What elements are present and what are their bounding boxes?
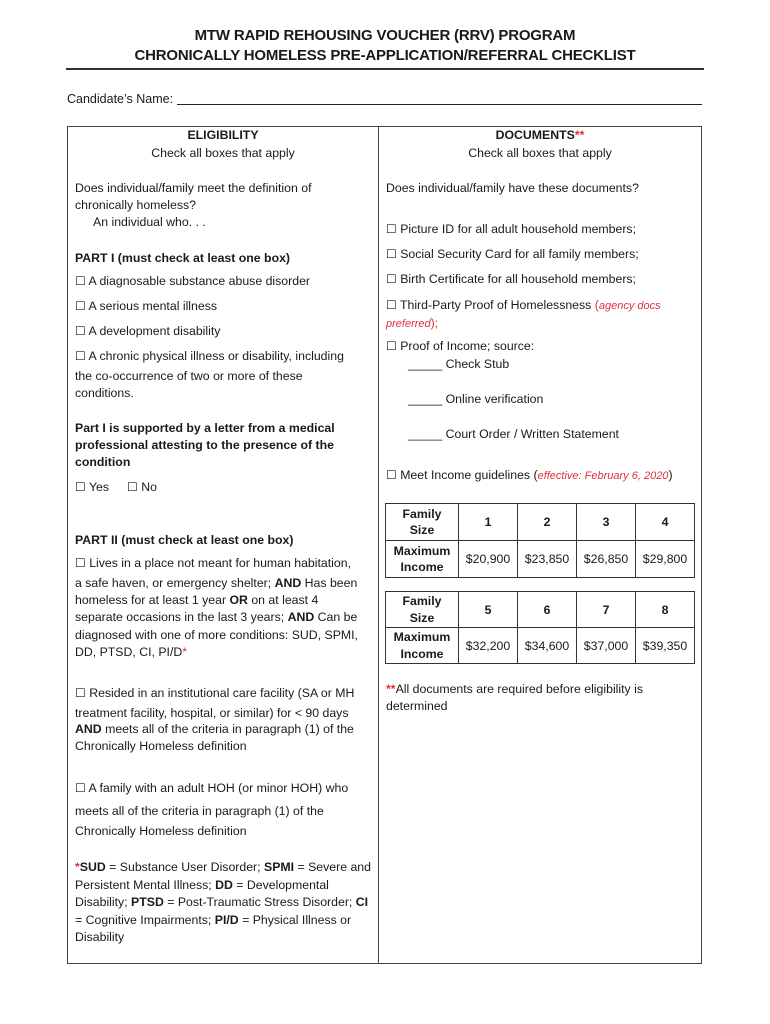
no-checkbox[interactable] bbox=[127, 479, 157, 497]
checkbox-icon[interactable]: ☐ bbox=[386, 339, 397, 353]
title-rule bbox=[66, 68, 704, 70]
abbreviations-footnote: Disability bbox=[75, 930, 125, 944]
maximum-income-header: Maximum Income bbox=[386, 541, 459, 578]
checkbox-label: No bbox=[141, 480, 157, 494]
checkbox-icon[interactable]: ☐ bbox=[75, 480, 86, 494]
institutional-care-text: Chronically Homeless definition bbox=[75, 739, 247, 753]
checkbox-label: Meet Income guidelines ( bbox=[400, 468, 538, 482]
support-letter-note: condition bbox=[75, 455, 131, 469]
family-size-cell: 4 bbox=[636, 504, 695, 541]
family-size-cell: 3 bbox=[577, 504, 636, 541]
max-income-cell: $39,350 bbox=[636, 628, 695, 664]
max-income-cell: $29,800 bbox=[636, 541, 695, 578]
support-letter-note: Part I is supported by a letter from a medical bbox=[75, 421, 335, 435]
checkbox-icon[interactable]: ☐ bbox=[386, 272, 397, 286]
checkbox-icon[interactable]: ☐ bbox=[75, 324, 86, 338]
lives-unsheltered-text: diagnosed with one of more conditions: SUD, SPMI, bbox=[75, 628, 358, 642]
income-guidelines-checkbox[interactable]: ☐ Meet Income guidelines (effective: February 6, 2020) bbox=[386, 468, 673, 482]
checkbox-label: Third-Party Proof of Homelessness bbox=[399, 298, 595, 312]
checkbox-label: A chronic physical illness or disability, including bbox=[88, 349, 344, 363]
income-source-online[interactable]: _____ Online verification bbox=[408, 392, 544, 406]
documents-required-note: determined bbox=[386, 699, 448, 713]
max-income-cell: $37,000 bbox=[577, 628, 636, 664]
family-size-header: Family Size bbox=[386, 592, 459, 628]
eligibility-question-line: An individual who. . . bbox=[93, 215, 206, 229]
institutional-care-checkbox[interactable] bbox=[75, 685, 354, 703]
part1-heading: PART I (must check at least one box) bbox=[75, 251, 291, 265]
eligibility-question-line: Does individual/family meet the definition of bbox=[75, 181, 312, 195]
checkbox-label: Picture ID for all adult household members; bbox=[400, 222, 636, 236]
checkbox-label: A development disability bbox=[88, 324, 221, 338]
documents-required-note: **All documents are required before eligibility is bbox=[386, 682, 644, 696]
eligibility-subheading: Check all boxes that apply bbox=[151, 146, 295, 160]
checkbox-icon[interactable]: ☐ bbox=[75, 349, 86, 363]
birth-certificate-checkbox[interactable] bbox=[386, 271, 636, 289]
candidate-name-field[interactable] bbox=[177, 104, 702, 105]
checkbox-label: Social Security Card for all family members; bbox=[400, 247, 639, 261]
income-source-court-order[interactable]: _____ Court Order / Written Statement bbox=[408, 427, 619, 441]
checkbox-label: Yes bbox=[88, 480, 110, 494]
family-size-cell: 6 bbox=[518, 592, 577, 628]
checkbox-icon[interactable]: ☐ bbox=[75, 781, 86, 795]
picture-id-checkbox[interactable] bbox=[386, 221, 636, 239]
checkbox-label: A diagnosable substance abuse disorder bbox=[88, 274, 311, 288]
family-size-cell: 7 bbox=[577, 592, 636, 628]
income-source-check-stub[interactable]: _____ Check Stub bbox=[408, 357, 510, 371]
documents-subheading: Check all boxes that apply bbox=[468, 146, 612, 160]
checkbox-icon[interactable]: ☐ bbox=[75, 299, 86, 313]
family-hoh-checkbox[interactable] bbox=[75, 780, 348, 798]
checkbox-icon[interactable]: ☐ bbox=[75, 556, 86, 570]
family-size-cell: 8 bbox=[636, 592, 695, 628]
checkbox-label: Proof of Income; source: bbox=[400, 339, 535, 353]
maximum-income-header: Maximum Income bbox=[386, 628, 459, 664]
family-size-cell: 5 bbox=[459, 592, 518, 628]
abbreviations-footnote: Disability; PTSD = Post-Traumatic Stress Disorder; CI bbox=[75, 895, 369, 909]
family-size-header: Family Size bbox=[386, 504, 459, 541]
chronic-illness-text: conditions. bbox=[75, 386, 134, 400]
abbreviations-footnote: Persistent Mental Illness; DD = Developmental bbox=[75, 878, 329, 892]
column-divider bbox=[378, 126, 379, 964]
family-hoh-text: Chronically Homeless definition bbox=[75, 824, 247, 838]
abbreviations-footnote: *SUD = Substance User Disorder; SPMI = Severe and bbox=[75, 860, 371, 874]
chronic-illness-checkbox[interactable] bbox=[75, 348, 344, 366]
max-income-cell: $32,200 bbox=[459, 628, 518, 664]
substance-abuse-checkbox[interactable] bbox=[75, 273, 310, 291]
max-income-cell: $20,900 bbox=[459, 541, 518, 578]
third-party-proof-note: preferred); bbox=[386, 316, 439, 330]
mental-illness-checkbox[interactable] bbox=[75, 298, 217, 316]
form-title: MTW RAPID REHOUSING VOUCHER (RRV) PROGRAM bbox=[194, 27, 576, 44]
part2-heading: PART II (must check at least one box) bbox=[75, 533, 294, 547]
eligibility-question-line: chronically homeless? bbox=[75, 198, 196, 212]
lives-unsheltered-text: homeless for at least 1 year OR on at least 4 bbox=[75, 593, 319, 607]
documents-question: Does individual/family have these documents? bbox=[386, 181, 639, 195]
lives-unsheltered-text: DD, PTSD, CI, PI/D* bbox=[75, 645, 188, 659]
institutional-care-text: AND meets all of the criteria in paragraph (1) of the bbox=[75, 722, 354, 736]
max-income-cell: $34,600 bbox=[518, 628, 577, 664]
lives-unsheltered-text: separate occasions in the last 3 years; AND Can be bbox=[75, 610, 358, 624]
max-income-cell: $23,850 bbox=[518, 541, 577, 578]
proof-of-income-checkbox[interactable] bbox=[386, 338, 534, 356]
family-hoh-text: meets all of the criteria in paragraph (1) of the bbox=[75, 804, 324, 818]
checkbox-icon[interactable]: ☐ bbox=[75, 274, 86, 288]
yes-checkbox[interactable] bbox=[75, 479, 109, 497]
checkbox-icon[interactable]: ☐ bbox=[386, 298, 397, 312]
checkbox-icon[interactable]: ☐ bbox=[127, 480, 138, 494]
third-party-proof-checkbox[interactable]: ☐ Third-Party Proof of Homelessness (agency docs bbox=[386, 298, 661, 312]
lives-unsheltered-text: a safe haven, or emergency shelter; AND Has been bbox=[75, 576, 358, 590]
checkbox-label: Lives in a place not meant for human habitation, bbox=[89, 556, 352, 570]
developmental-disability-checkbox[interactable] bbox=[75, 323, 220, 341]
checkbox-icon[interactable]: ☐ bbox=[386, 222, 397, 236]
income-table-1 bbox=[385, 503, 695, 578]
family-size-cell: 2 bbox=[518, 504, 577, 541]
documents-heading: DOCUMENTS** bbox=[495, 128, 585, 142]
checkbox-icon[interactable]: ☐ bbox=[386, 468, 397, 482]
form-subtitle: CHRONICALLY HOMELESS PRE-APPLICATION/REFERRAL CHECKLIST bbox=[134, 47, 636, 64]
lives-unsheltered-checkbox[interactable] bbox=[75, 555, 351, 573]
eligibility-heading: ELIGIBILITY bbox=[187, 128, 259, 142]
institutional-care-text: treatment facility, hospital, or similar) for < 90 days bbox=[75, 706, 349, 720]
family-size-cell: 1 bbox=[459, 504, 518, 541]
checkbox-label: A serious mental illness bbox=[88, 299, 218, 313]
checkbox-label: Resided in an institutional care facility (SA or MH bbox=[89, 686, 355, 700]
checkbox-icon[interactable]: ☐ bbox=[75, 686, 86, 700]
checkbox-icon[interactable]: ☐ bbox=[386, 247, 397, 261]
chronic-illness-text: the co-occurrence of two or more of these bbox=[75, 369, 303, 383]
checkbox-label: Birth Certificate for all household members; bbox=[400, 272, 636, 286]
candidate-name-label: Candidate’s Name: bbox=[67, 92, 174, 106]
checkbox-label: A family with an adult HOH (or minor HOH) who bbox=[88, 781, 349, 795]
income-table-2 bbox=[385, 591, 695, 664]
social-security-checkbox[interactable] bbox=[386, 246, 639, 264]
support-letter-note: professional attesting to the presence of the bbox=[75, 438, 334, 452]
abbreviations-footnote: = Cognitive Impairments; PI/D = Physical Illness or bbox=[75, 913, 352, 927]
max-income-cell: $26,850 bbox=[577, 541, 636, 578]
